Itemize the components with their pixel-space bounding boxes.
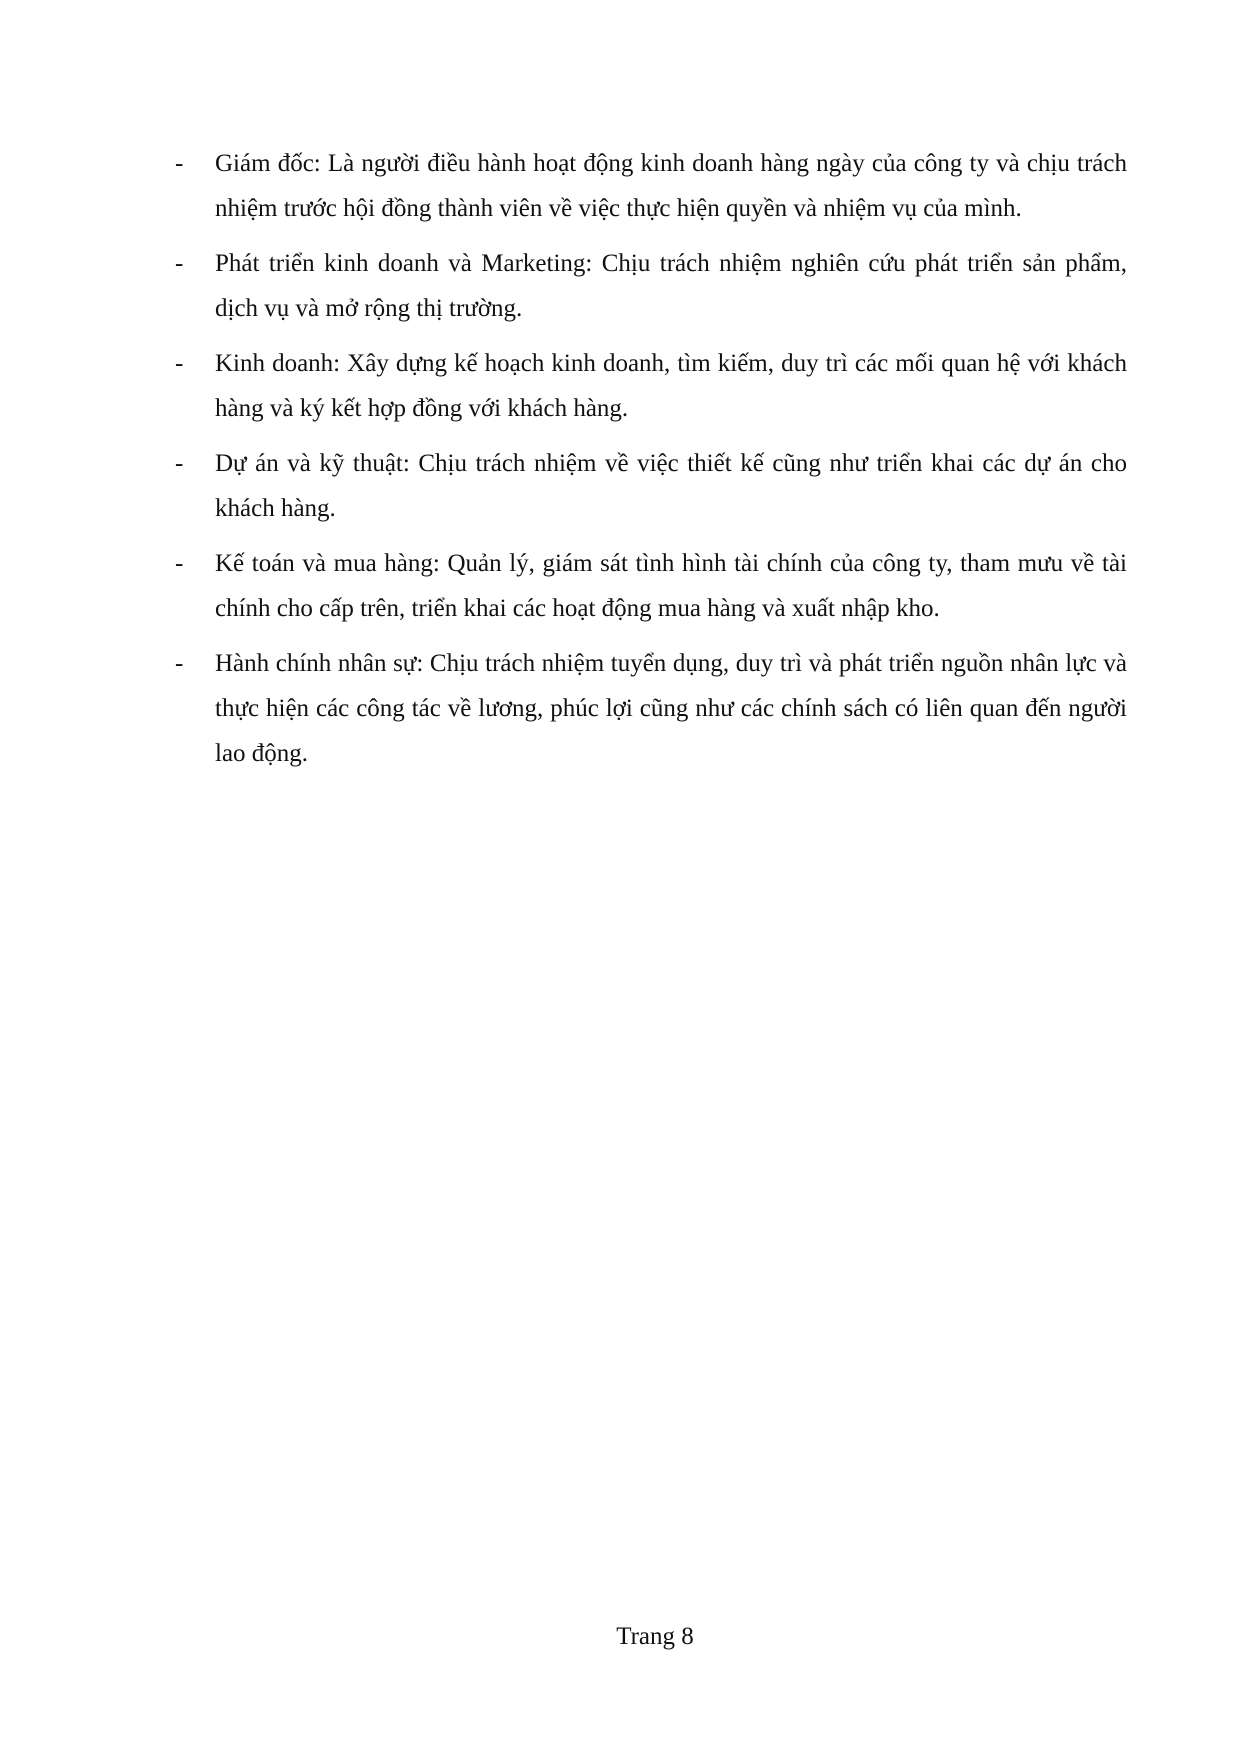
bullet-marker: - — [175, 350, 184, 377]
list-item-kinh-doanh — [175, 341, 1127, 431]
bullet-marker: - — [175, 650, 184, 677]
list-item-phat-trien-kinh-doanh — [175, 241, 1127, 331]
bullet-marker: - — [175, 550, 184, 577]
list-item-text: Kinh doanh: Xây dựng kế hoạch kinh doanh, tìm kiếm, duy trì các mối quan hệ với khách hàng và ký kết hợp đồng với khách hàng. — [215, 350, 1127, 422]
list-item-text: Kế toán và mua hàng: Quản lý, giám sát tình hình tài chính của công ty, tham mưu về tài chính cho cấp trên, triển khai các hoạt động mua hàng và xuất nhập kho. — [215, 550, 1127, 622]
list-item-ke-toan-mua-hang — [175, 541, 1127, 631]
department-responsibilities-list — [175, 141, 1127, 786]
list-item-hanh-chinh-nhan-su — [175, 641, 1127, 776]
list-item-text: Giám đốc: Là người điều hành hoạt động kinh doanh hàng ngày của công ty và chịu trách nhiệm trước hội đồng thành viên về việc thực hiện quyền và nhiệm vụ của mình. — [215, 150, 1127, 222]
list-item-giam-doc — [175, 141, 1127, 231]
bullet-marker: - — [175, 250, 184, 277]
list-item-du-an-ky-thuat — [175, 441, 1127, 531]
list-item-text: Hành chính nhân sự: Chịu trách nhiệm tuyển dụng, duy trì và phát triển nguồn nhân lực và thực hiện các công tác về lương, phúc lợi cũng như các chính sách có liên quan đến người lao động. — [215, 650, 1127, 767]
list-item-text: Phát triển kinh doanh và Marketing: Chịu trách nhiệm nghiên cứu phát triển sản phẩm, dịch vụ và mở rộng thị trường. — [215, 250, 1127, 322]
list-item-text: Dự án và kỹ thuật: Chịu trách nhiệm về việc thiết kế cũng như triển khai các dự án cho khách hàng. — [215, 450, 1127, 522]
bullet-marker: - — [175, 450, 184, 477]
bullet-marker: - — [175, 150, 184, 177]
page-number: Trang 8 — [616, 1623, 694, 1650]
